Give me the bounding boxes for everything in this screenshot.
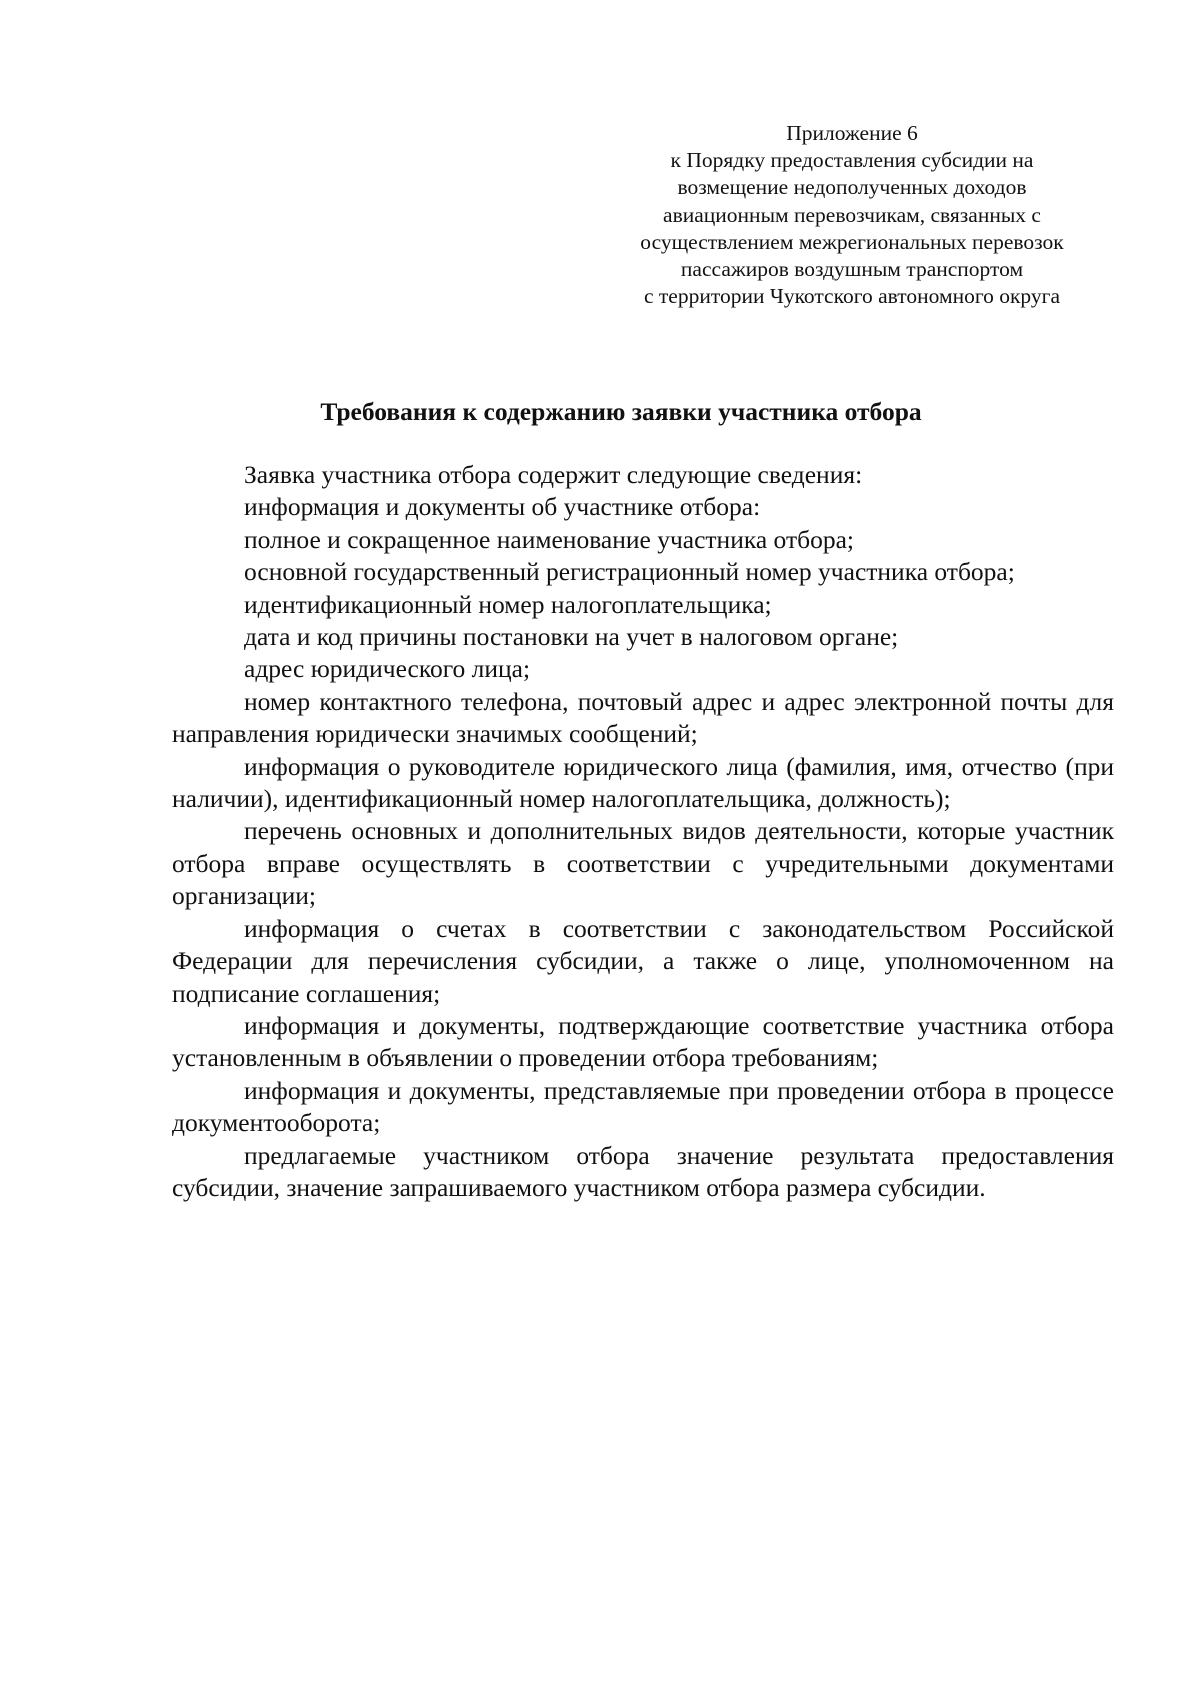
paragraph: информация и документы, подтверждающие соответствие участника отбора установленным в объявлении о проведении отбора требованиям;: [172, 1010, 1114, 1073]
paragraph: Заявка участника отбора содержит следующие сведения:: [244, 460, 863, 489]
document-title: Требования к содержанию заявки участника отбора: [320, 397, 922, 426]
document-body: [172, 459, 1114, 1204]
paragraph: перечень основных и дополнительных видов деятельности, которые участник отбора вправе осуществлять в соответствии с учредительными документами организации;: [172, 816, 1114, 911]
paragraph: идентификационный номер налогоплательщика;: [244, 589, 772, 619]
paragraph: информация и документы, представляемые при проведении отбора в процессе документооборота;: [172, 1075, 1114, 1138]
paragraph: полное и сокращенное наименование участника отбора;: [244, 524, 854, 554]
appendix-line: пассажиров воздушным транспортом: [680, 257, 1024, 282]
paragraph: предлагаемые участником отбора значение результата предоставления субсидии, значение запрашиваемого участником отбора размера субсидии.: [172, 1140, 1114, 1202]
appendix-header: [612, 120, 1092, 310]
appendix-line: с территории Чукотского автономного округа: [643, 284, 1061, 309]
appendix-line: авиационным перевозчикам, связанных с: [663, 202, 1041, 227]
paragraph: информация и документы об участнике отбора:: [244, 492, 761, 522]
appendix-line: Приложение 6: [786, 121, 918, 145]
appendix-line: возмещение недополученных доходов: [677, 175, 1027, 200]
paragraph: информация о счетах в соответствии с законодательством Российской Федерации для перечисления субсидии, а также о лице, уполномоченном на подписание соглашения;: [172, 913, 1114, 1008]
paragraph: информация о руководителе юридического лица (фамилия, имя, отчество (при наличии), идентификационный номер налогоплательщика, должность);: [172, 751, 1114, 814]
paragraph: адрес юридического лица;: [244, 654, 531, 684]
paragraph: дата и код причины постановки на учет в налоговом органе;: [244, 622, 899, 652]
paragraph: основной государственный регистрационный номер участника отбора;: [244, 557, 1015, 587]
appendix-line: осуществлением межрегиональных перевозок: [640, 229, 1064, 254]
paragraph: номер контактного телефона, почтовый адрес и адрес электронной почты для направления юридически значимых сообщений;: [172, 686, 1114, 749]
appendix-line: к Порядку предоставления субсидии на: [670, 148, 1034, 173]
